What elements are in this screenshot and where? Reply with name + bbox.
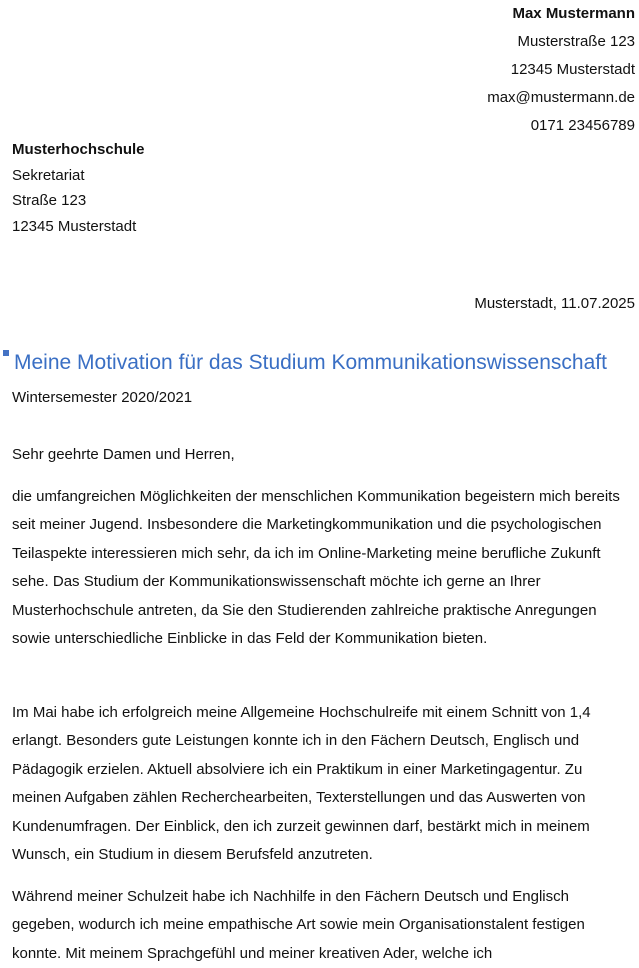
recipient-block xyxy=(12,137,145,239)
sender-phone: 0171 23456789 xyxy=(530,117,635,134)
date-line: Musterstadt, 11.07.2025 xyxy=(474,295,635,312)
heading-marker xyxy=(3,350,9,356)
body-paragraph-2: Im Mai habe ich erfolgreich meine Allgemeine Hochschulreife mit einem Schnitt von 1,4 erlangt. Besonders gute Leistungen konnte ich in den Fächern Deutsch, Englisch und Pädagogik erzielen. Aktuell absolviere ich ein Praktikum in einer Marketingagentur. Zu meinen Aufgaben zählen Recherchearbeiten, Texterstellungen und das Auswerten von Kundenumfragen. Der Einblick, den ich zurzeit gewinnen darf, bestärkt mich in meinem Wunsch, ein Studium in diesem Berufsfeld anzutreten. xyxy=(12,704,591,864)
recipient-department: Sekretariat xyxy=(12,166,85,184)
recipient-city: 12345 Musterstadt xyxy=(12,217,137,235)
body-paragraph-1: die umfangreichen Möglichkeiten der menschlichen Kommunikation begeistern mich bereits seit meiner Jugend. Insbesondere die Marketingkommunikation und die psychologischen Teilaspekte interessieren mich sehr, da ich im Online-Marketing meine berufliche Zukunft sehe. Das Studium der Kommunikationswissenschaft möchte ich gerne an Ihrer Musterhochschule antreten, da Sie den Studierenden zahlreiche praktische Anregungen sowie unterschiedliche Einblicke in das Feld der Kommunikation bieten. xyxy=(12,488,620,648)
sender-street: Musterstraße 123 xyxy=(517,33,635,50)
recipient-street: Straße 123 xyxy=(12,192,87,209)
letter-subtitle: Wintersemester 2020/2021 xyxy=(12,389,193,406)
salutation: Sehr geehrte Damen und Herren, xyxy=(12,446,235,463)
sender-block xyxy=(487,0,635,140)
recipient-name: Musterhochschule xyxy=(12,141,145,158)
sender-email: max@mustermann.de xyxy=(487,89,635,106)
body-paragraph-3: Während meiner Schulzeit habe ich Nachhilfe in den Fächern Deutsch und Englisch gegeben, wodurch ich meine empathische Art sowie mein Organisationstalent festigen konnte. Mit meinem Sprachgefühl und meiner kreativen Ader, welche ich xyxy=(12,888,585,962)
sender-city: 12345 Musterstadt xyxy=(510,61,635,78)
sender-name: Max Mustermann xyxy=(512,5,635,22)
letter-title: Meine Motivation für das Studium Kommunikationswissenschaft xyxy=(14,351,607,374)
